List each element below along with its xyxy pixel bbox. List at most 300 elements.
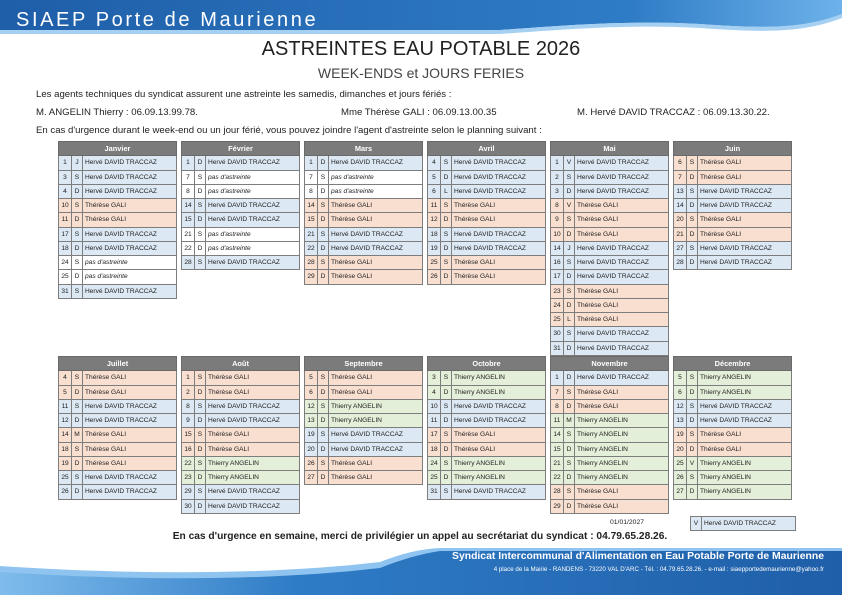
agent-name: pas d'astreinte [206,184,300,198]
day-number: 20 [674,442,687,456]
day-number: 25 [59,270,72,284]
day-number: 12 [305,399,318,413]
empty-cell [59,499,72,513]
agent-name: pas d'astreinte [206,170,300,184]
agent-name: Thierry ANGELIN [698,471,792,485]
day-number: 15 [182,428,195,442]
day-number: 8 [182,184,195,198]
empty-cell [195,298,206,312]
day-number: 1 [551,371,564,385]
empty-cell [698,298,792,312]
empty-cell [441,327,452,341]
empty-cell [206,313,300,327]
weekday-letter: D [564,471,575,485]
footer-banner [0,548,842,595]
empty-cell [318,298,329,312]
weekday-letter: S [72,471,83,485]
weekday-letter: S [441,456,452,470]
weekday-letter: S [318,399,329,413]
day-number: 21 [551,456,564,470]
agent-name: pas d'astreinte [83,270,177,284]
empty-cell [182,327,195,341]
day-number: 14 [59,428,72,442]
empty-cell [687,298,698,312]
day-number: 31 [59,284,72,298]
weekday-letter: S [687,399,698,413]
day-number: 1 [551,156,564,170]
weekday-letter: D [195,414,206,428]
day-number: 25 [674,456,687,470]
empty-cell [698,313,792,327]
empty-cell [195,341,206,355]
empty-cell [318,485,329,499]
agent-name: Thérèse GALI [83,213,177,227]
day-number: 30 [551,327,564,341]
day-number: 19 [305,428,318,442]
agent-name: Thérèse GALI [575,298,669,312]
day-number: 3 [428,371,441,385]
weekday-letter: D [564,227,575,241]
empty-cell [428,341,441,355]
agent-name: Thérèse GALI [329,213,423,227]
weekday-letter: S [318,256,329,270]
day-number: 14 [305,199,318,213]
weekday-letter: S [441,428,452,442]
day-number: 14 [182,199,195,213]
agent-name: Thierry ANGELIN [206,471,300,485]
agent-name: Hervé DAVID TRACCAZ [452,170,546,184]
agent-name: Thérèse GALI [329,371,423,385]
agent-name: Thérèse GALI [83,371,177,385]
empty-cell [72,298,83,312]
weekday-letter: D [687,385,698,399]
agent-name: Thérèse GALI [452,270,546,284]
day-number: 19 [59,456,72,470]
day-number: 17 [59,227,72,241]
day-number: 27 [305,471,318,485]
empty-cell [674,341,687,355]
agent-name: Thierry ANGELIN [206,456,300,470]
agent-name: Hervé DAVID TRACCAZ [452,485,546,499]
agent-name: Thérèse GALI [452,442,546,456]
table-row [59,227,792,241]
weekday-letter: J [72,156,83,170]
agent-name: pas d'astreinte [83,256,177,270]
agent-name: Thierry ANGELIN [452,371,546,385]
weekday-letter: S [195,170,206,184]
weekday-letter: D [564,270,575,284]
agent-name: Thierry ANGELIN [698,371,792,385]
empty-cell [318,284,329,298]
agent-name: Hervé DAVID TRACCAZ [83,227,177,241]
weekday-letter: D [687,227,698,241]
day-number: 18 [428,442,441,456]
agent-name: Hervé DAVID TRACCAZ [698,399,792,413]
table-row [59,442,792,456]
day-number: 1 [182,156,195,170]
agent-name: Thérèse GALI [698,213,792,227]
agent-name: Thérèse GALI [329,385,423,399]
agent-name: Thierry ANGELIN [575,471,669,485]
empty-cell [428,298,441,312]
table-row [59,414,792,428]
day-number: 17 [428,428,441,442]
day-number: 15 [305,213,318,227]
table-row [59,371,792,385]
weekday-letter: D [318,442,329,456]
day-number: 29 [551,499,564,513]
day-number: 12 [59,414,72,428]
day-number: 17 [551,270,564,284]
weekday-letter: D [195,184,206,198]
day-number: 14 [674,199,687,213]
day-number: 29 [305,270,318,284]
month-header: Mai [551,142,669,156]
empty-cell [195,270,206,284]
empty-cell [441,341,452,355]
day-number: 24 [59,256,72,270]
weekday-letter: D [564,341,575,355]
day-number: 28 [551,485,564,499]
agent-name: Hervé DAVID TRACCAZ [575,371,669,385]
day-number: 6 [674,385,687,399]
weekday-letter: D [564,499,575,513]
empty-cell [674,313,687,327]
empty-cell [674,298,687,312]
table-row [59,184,792,198]
day-number: 7 [305,170,318,184]
day-number: 12 [428,213,441,227]
weekday-letter: S [72,284,83,298]
agent-name: Hervé DAVID TRACCAZ [83,485,177,499]
weekday-letter: M [72,428,83,442]
weekday-letter: V [687,456,698,470]
day-number: 29 [182,485,195,499]
table-row [59,385,792,399]
agent-name: Thierry ANGELIN [329,414,423,428]
weekday-letter: D [318,385,329,399]
day-number: 25 [428,256,441,270]
agent-name: Hervé DAVID TRACCAZ [329,428,423,442]
table-row [59,341,792,355]
agent-name: Hervé DAVID TRACCAZ [575,270,669,284]
agent-name: Thérèse GALI [83,456,177,470]
agent-name: Hervé DAVID TRACCAZ [83,170,177,184]
table-row [59,284,792,298]
agent-name: Thérèse GALI [452,428,546,442]
empty-cell [195,327,206,341]
page-subtitle: WEEK-ENDS et JOURS FERIES [317,65,525,81]
day-number: 15 [551,442,564,456]
weekday-letter: D [441,385,452,399]
empty-cell [318,327,329,341]
day-number: 4 [428,385,441,399]
day-number: 30 [182,499,195,513]
weekday-letter: D [564,399,575,413]
agent-name: Hervé DAVID TRACCAZ [698,414,792,428]
calendar-second-half [58,356,792,514]
weekday-letter: S [687,241,698,255]
weekday-letter: D [441,213,452,227]
empty-cell [83,298,177,312]
table-row [59,428,792,442]
empty-cell [329,298,423,312]
empty-cell [72,327,83,341]
day-number: 16 [551,256,564,270]
day-number: 5 [59,385,72,399]
day-number: 14 [551,241,564,255]
empty-cell [428,499,441,513]
agent-name: Thierry ANGELIN [452,471,546,485]
day-number: 10 [59,199,72,213]
weekday-letter: S [318,456,329,470]
day-number: 24 [428,456,441,470]
weekday-letter: D [441,471,452,485]
weekday-letter: S [564,170,575,184]
day-number: 1 [182,371,195,385]
empty-cell [305,485,318,499]
agent-name: Thierry ANGELIN [698,485,792,499]
agent-name: pas d'astreinte [206,241,300,255]
table-row [59,270,792,284]
table-row [59,199,792,213]
agent-name: Thierry ANGELIN [329,399,423,413]
agent-name: Hervé DAVID TRACCAZ [206,499,300,513]
agent-name: Thierry ANGELIN [698,456,792,470]
agent-name: Thérèse GALI [575,499,669,513]
empty-cell [428,313,441,327]
table-row [59,399,792,413]
agent-name: Hervé DAVID TRACCAZ [575,156,669,170]
empty-cell [687,327,698,341]
weekday-letter: D [318,270,329,284]
agent-name: Hervé DAVID TRACCAZ [698,241,792,255]
empty-cell [687,284,698,298]
agent-name: Hervé DAVID TRACCAZ [575,170,669,184]
agent-name: Thérèse GALI [698,170,792,184]
weekday-letter: S [441,227,452,241]
empty-cell [687,499,698,513]
agent-name: Thérèse GALI [698,227,792,241]
day-number: 26 [428,270,441,284]
day-number: 7 [674,170,687,184]
weekday-note: En cas d'urgence en semaine, merci de privilégier un appel au secrétariat du syndicat : 04.79.65.28.26. [172,531,668,542]
day-number: 11 [551,414,564,428]
weekday-letter: S [441,199,452,213]
day-number: 15 [182,213,195,227]
agent-name: Thérèse GALI [206,371,300,385]
agent-name: Thérèse GALI [698,428,792,442]
day-number: 7 [551,385,564,399]
agent-name: Thérèse GALI [206,385,300,399]
month-header: Janvier [59,142,177,156]
day-number: 31 [428,485,441,499]
table-row [59,471,792,485]
day-number: 28 [182,256,195,270]
day-number: 9 [551,213,564,227]
empty-cell [83,341,177,355]
weekday-letter: D [195,213,206,227]
weekday-letter: D [441,414,452,428]
agent-name: Thérèse GALI [575,313,669,327]
empty-cell [72,313,83,327]
empty-cell [428,327,441,341]
agent-name: Thérèse GALI [698,442,792,456]
day-number: 14 [551,428,564,442]
month-header-row [59,357,792,371]
weekday-letter: D [195,156,206,170]
month-header: Novembre [551,357,669,371]
day-number: 21 [674,227,687,241]
weekday-letter: S [687,156,698,170]
page-title: ASTREINTES EAU POTABLE 2026 [261,38,581,60]
day-number: 5 [428,170,441,184]
empty-cell [441,313,452,327]
table-row [59,170,792,184]
day-number: 25 [551,313,564,327]
weekday-letter: D [72,456,83,470]
agent-name: Hervé DAVID TRACCAZ [329,227,423,241]
empty-cell [206,327,300,341]
agent-name: pas d'astreinte [329,184,423,198]
empty-cell [305,298,318,312]
month-header: Mars [305,142,423,156]
weekday-letter: S [195,399,206,413]
empty-cell [452,499,546,513]
weekday-letter: S [441,485,452,499]
empty-cell [329,313,423,327]
weekday-letter: S [195,371,206,385]
empty-cell [72,499,83,513]
weekday-letter: S [195,456,206,470]
extra-day: V [691,517,702,531]
empty-cell [452,284,546,298]
month-header: Octobre [428,357,546,371]
weekday-letter: D [318,471,329,485]
weekday-letter: S [318,227,329,241]
day-number: 8 [182,399,195,413]
day-number: 12 [674,399,687,413]
calendar-first-half [58,141,792,356]
table-row [59,156,792,170]
table-row [59,298,792,312]
agent-name: Thérèse GALI [575,399,669,413]
weekday-letter: D [564,371,575,385]
agent-name: Thérèse GALI [83,385,177,399]
weekday-letter: S [195,227,206,241]
footer-org-name: Syndicat Intercommunal d'Alimentation en Eau Potable Porte de Maurienne [452,551,824,562]
weekday-letter: S [72,256,83,270]
weekday-letter: D [441,170,452,184]
weekday-letter: S [318,199,329,213]
agent-name: Thérèse GALI [329,199,423,213]
day-number: 1 [305,156,318,170]
agent-name: Thierry ANGELIN [575,428,669,442]
weekday-letter: D [687,170,698,184]
empty-cell [206,341,300,355]
day-number: 20 [305,442,318,456]
table-row [59,213,792,227]
weekday-letter: S [564,213,575,227]
empty-cell [182,270,195,284]
month-header: Septembre [305,357,423,371]
agent-name: pas d'astreinte [206,227,300,241]
empty-cell [329,499,423,513]
day-number: 11 [59,213,72,227]
weekday-letter: D [318,184,329,198]
empty-cell [329,284,423,298]
extra-date: 01/01/2027 [610,519,645,526]
weekday-letter: S [195,199,206,213]
weekday-letter: D [195,471,206,485]
weekday-letter: D [687,199,698,213]
agent-name: Hervé DAVID TRACCAZ [83,241,177,255]
agent-name: Hervé DAVID TRACCAZ [206,399,300,413]
agent-name: Thérèse GALI [575,199,669,213]
weekday-letter: S [72,371,83,385]
empty-cell [698,499,792,513]
weekday-letter: S [687,371,698,385]
empty-cell [441,499,452,513]
contact-david-traccaz: M. Hervé DAVID TRACCAZ : 06.09.13.30.22. [577,107,770,118]
weekday-letter: S [318,170,329,184]
weekday-letter: S [687,213,698,227]
empty-cell [305,284,318,298]
weekday-letter: D [687,442,698,456]
agent-name: Thérèse GALI [698,156,792,170]
weekday-letter: D [72,485,83,499]
weekday-letter: S [318,371,329,385]
day-number: 6 [674,156,687,170]
empty-cell [674,499,687,513]
empty-cell [452,341,546,355]
day-number: 26 [674,471,687,485]
weekday-letter: S [564,385,575,399]
empty-cell [674,327,687,341]
agent-name: Hervé DAVID TRACCAZ [206,156,300,170]
day-number: 11 [59,399,72,413]
table-row [59,499,792,513]
weekday-letter: D [195,442,206,456]
day-number: 16 [182,442,195,456]
agent-name: Hervé DAVID TRACCAZ [575,184,669,198]
agent-name: pas d'astreinte [329,170,423,184]
agent-name: Thierry ANGELIN [575,442,669,456]
agent-name: Hervé DAVID TRACCAZ [452,184,546,198]
empty-cell [441,298,452,312]
empty-cell [59,341,72,355]
weekday-letter: D [72,385,83,399]
day-number: 8 [551,199,564,213]
weekday-letter: M [564,414,575,428]
table-row [59,456,792,470]
weekday-letter: S [564,428,575,442]
empty-cell [182,341,195,355]
agent-name: Thérèse GALI [329,471,423,485]
day-number: 31 [551,341,564,355]
agent-name: Thérèse GALI [575,385,669,399]
contact-gali: Mme Thérèse GALI : 06.09.13.00.35 [341,107,497,118]
day-number: 10 [551,227,564,241]
weekday-letter: S [441,399,452,413]
agent-name: Thierry ANGELIN [452,456,546,470]
day-number: 23 [551,284,564,298]
weekday-letter: V [564,156,575,170]
day-number: 4 [59,184,72,198]
empty-cell [318,341,329,355]
weekday-letter: S [687,184,698,198]
agent-name: Hervé DAVID TRACCAZ [206,256,300,270]
